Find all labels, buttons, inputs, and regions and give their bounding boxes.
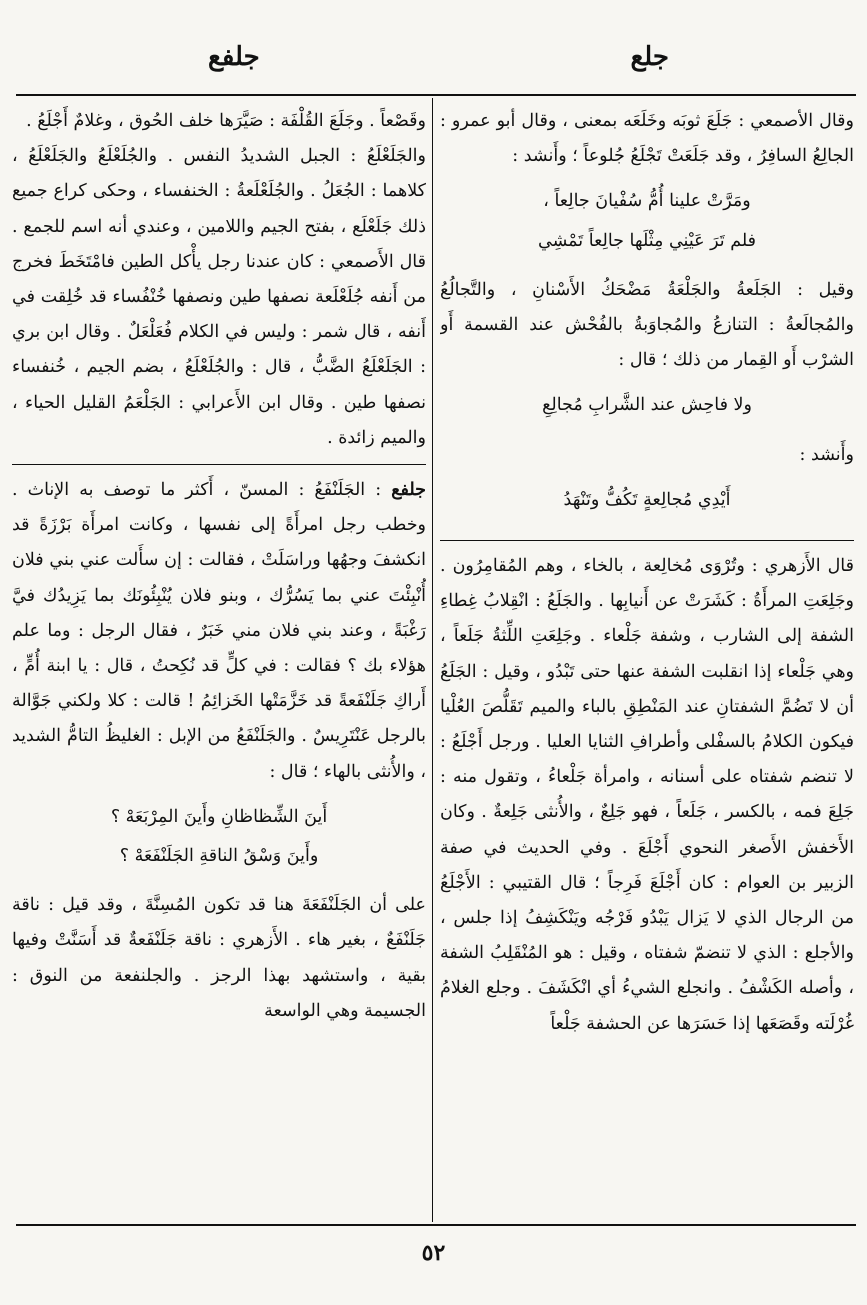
paragraph: وقال الأصمعي : جَلَعَ ثوبَه وخَلَعَه بمعنى ، وقال أبو عمرو : الجالِعُ السافِرُ ، وقد جَلَعَتْ تَجْلَعُ جُلوعاً ؛ وأَنشد : (440, 111, 854, 167)
verse-line: ومَرَّتْ علينا أُمُّ سُفْيانَ جالِعاً ، (543, 191, 751, 212)
verse-block (440, 378, 854, 437)
verse-block (12, 790, 426, 888)
paragraph: قال الأَزهري : وتُرْوَى مُخالِعة ، بالخاء ، وهم المُقامِرُون . وجَلِعَتِ المرأَةُ : كَشَرَتْ عن أَنيابِها . والجَلَعُ : انْقِلابُ غِطاءِ الشفة إلى الشارب ، وشفة جَلْعاء . وجَلِعَتِ اللِّثةُ جَلَعاً ، وهي جَلْعاء إذا انقلبت الشفة عنها حتى تَبْدُو ، وقيل : الجَلَعُ أن لا تَضُمَّ الشفتانِ عند المَنْطِقِ بالباء والميم تَقَلُّصَ العُلْيا فيكون الكلامُ بالسفْلى وأطرافِ الثنايا العليا . ورجل أَجْلَعُ : لا تنضم شفتاه على أسنانه ، وامرأة جَلْعاءُ ، وتقول منه : جَلِعَ فمه ، بالكسر ، جَلَعاً ، فهو جَلِعٌ ، والأُنثى جَلِعةٌ . وكان الأَخفش الأَصغر النحوي أَجْلَعَ . وفي الحديث في صفة الزبير بن العوام : كان أَجْلَعَ فَرِجاً ؛ قال القتيبي : الأَجْلَعُ من الرجال الذي لا يَزال يَبْدُو فَرْجُه ويَنْكَشِفُ إذا جلس ، والأجلع : الذي لا تنضمّ شفتاه ، وقيل : هو المُنْقَلِبُ الشفة ، وأصله الكَشْفُ . وانجلع الشيءُ أي انْكَشَفَ . وجلع الغلامُ غُرْلَته وقَصَعَها إذا حَسَرَها عن الحشفة جَلْعاً (440, 556, 854, 1034)
paragraph: وقَصْعاً . وجَلَعَ القُلْفَة : صَيَّرَها خلف الحُوق ، وغلامٌ أَجْلَعُ . (26, 111, 426, 131)
page-header (18, 42, 854, 92)
header-rule (16, 94, 856, 96)
header-root-word-left: جلفع (208, 42, 260, 72)
verse-block (440, 473, 854, 532)
entry-paragraph (12, 473, 426, 790)
verse-line: فلم تَرَ عَيْنِي مِثْلَها جالِعاً تَمْشِي (537, 230, 757, 251)
section-separator (440, 540, 854, 541)
header-root-word-right: جلع (630, 42, 669, 72)
left-column (12, 104, 426, 1219)
verse-line: أَينَ الشِّظاظانِ وأَينَ المِرْبَعَهْ ؟ (110, 806, 328, 827)
verse-block (440, 174, 854, 272)
verse-line: وأَينَ وَسْقُ الناقةِ الجَلَنْفَعَهْ ؟ (119, 846, 319, 867)
page-number: ٥٢ (421, 1240, 446, 1266)
footer-rule (16, 1224, 856, 1226)
verse-line: أَيْدِي مُجالِعةٍ تَكُفُّ وتَنْهَدُ (563, 489, 731, 510)
paragraph: والجَلَعْلَعُ : الجبل الشديدُ النفس . والجُلَعْلَعُ والجَلَعْلَعُ ، كلاهما : الجُعَلُ . والجُلَعْلَعةُ : الخنفساء ، وحكى كراع جميع ذلك جَلَعْلَع ، بفتح الجيم واللامين ، وعندي أنه اسم للجمع . قال الأَصمعي : كان عندنا رجل يأْكل الطين فامْتَخَطَ فخرج من أَنفه جُلَعْلَعة نصفها طين ونصفها خُنْفُساء قد خُلِقت في أَنفه ، قال شمر : وليس في الكلام فُعَلْعَلٌ . وقال ابن بري : الجَلَعْلَعُ الضَّبُّ ، قال : والجُلَعْلَعُ ، بضم الجيم ، خُنفساء نصفها طين . وقال ابن الأَعرابي : الجَلْعَمُ القليل الحياء ، والميم زائدة . (12, 146, 426, 448)
paragraph: وأَنشد : (799, 444, 854, 465)
paragraph: وقيل : الجَلَعةُ والجَلْعَةُ مَضْحَكُ الأَسْنانِ ، والتَّجالُعُ والمُجالَعةُ : التنازعُ والمُجاوَبةُ بالفُحْش عند القسمة أَو الشرْب أَو القِمار من ذلك ؛ قال : (440, 279, 854, 371)
verse-line: ولا فاحِش عند الشَّرابِ مُجالِعِ (542, 395, 752, 416)
column-divider (432, 98, 433, 1222)
paragraph: على أن الجَلَنْفَعَةَ هنا قد تكون المُسِنَّةَ ، وقد قيل : ناقة جَلَنْفَعٌ ، بغير هاء . الأَزهري : ناقة جَلَنْفَعةٌ قد أَسَنَّتْ وفيها بقية ، واستشهد بهذا الرجز . والجلنفعة من النوق : الجسيمة وهي الواسعة (12, 895, 426, 1021)
entry-text: : الجَلَنْفَعُ : المسنّ ، أَكثر ما توصف به الإناث . وخطب رجل امرأَةً إلى نفسها ، وكانت امرأَة بَرْزَةً قد انكشفَ وجهُها وراسَلَتْ ، فقالت : إن سأَلت عني بني فلان أُنْبِئْتَ عني بما يَسُرُّك ، وبنو فلان يُنْبِئُونَك بما يَزِيدُك فيَّ رَغْبَةً ، وعند بني فلان مني خَبَرٌ ، فقال الرجل : وما علم هؤلاء بك ؟ فقالت : في كلٍّ قد نُكِحتُ ، قال : يا ابنة أُمٍّ ، أَراكِ جَلَنْفَعةً قد خَزَّمَتْها الخَزائِمُ ! قالت : كلا ولكني جَوَّالة بالرجل عَنْتَرِيسٌ . والجَلَنْفَعُ من الإبل : الغليظُ التامُّ الشديد ، والأُنثى بالهاء ؛ قال : (12, 480, 426, 782)
right-column (440, 104, 854, 1219)
section-separator (12, 464, 426, 465)
entry-headword: جلفع (391, 480, 426, 501)
